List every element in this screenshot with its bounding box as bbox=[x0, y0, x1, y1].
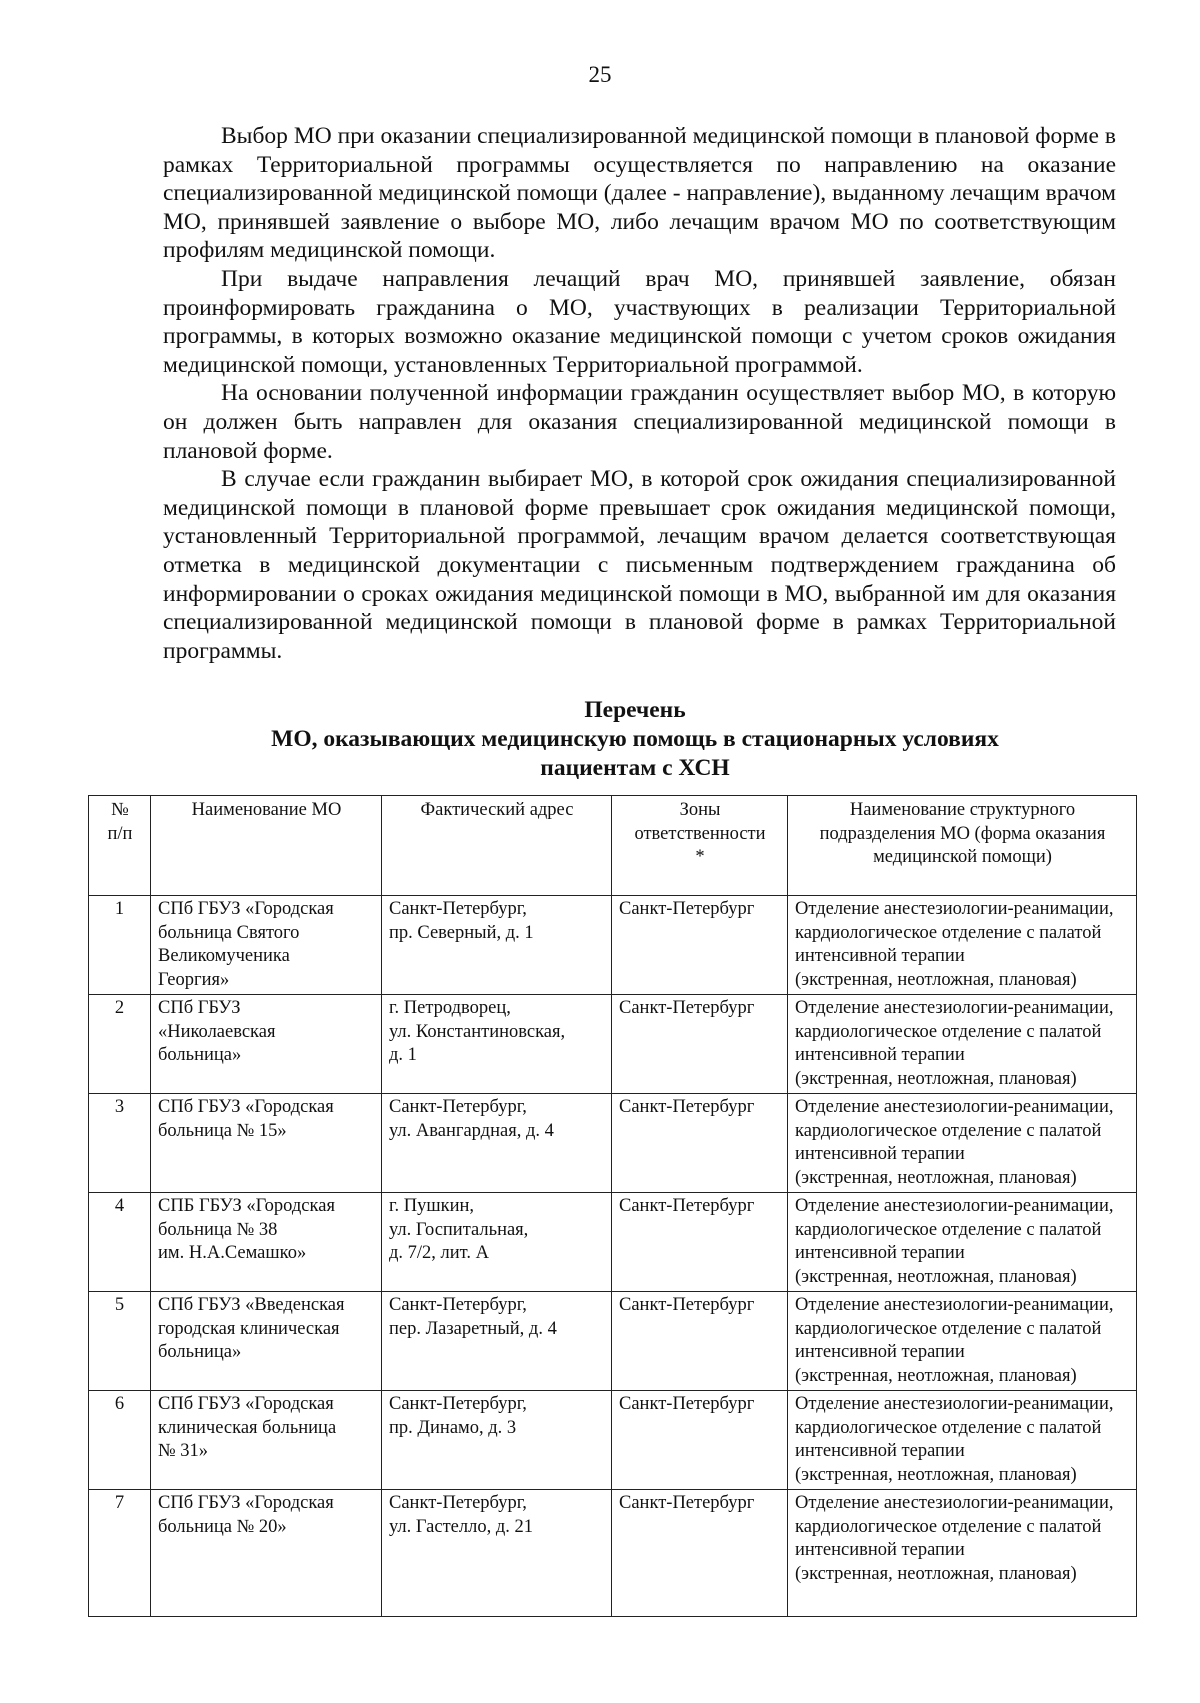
paragraph-3: На основании полученной информации гражданин осуществляет выбор МО, в которую он должен быть направлен для оказания специализированной медицинской помощи в плановой форме. bbox=[163, 380, 1116, 464]
paragraph-2: При выдаче направления лечащий врач МО, принявшей заявление, обязан проинформировать гражданина о МО, участвующих в реализации Территориальной программы, в которых возможно оказание медицинской помощи с учетом сроков ожидания медицинской помощи, установленных Территориальной программой. bbox=[163, 265, 1116, 378]
header-zone-line-1: Зоны bbox=[679, 800, 721, 820]
cell-dept-line: (экстренная, неотложная, плановая) bbox=[795, 1068, 1077, 1089]
cell-zone: Санкт-Петербург bbox=[612, 995, 788, 1094]
cell-name bbox=[151, 1193, 382, 1292]
cell-dept-line: Отделение анестезиологии-реанимации, bbox=[795, 899, 1114, 919]
cell-num: 4 bbox=[89, 1193, 151, 1292]
cell-address-line: д. 1 bbox=[389, 1045, 417, 1065]
cell-num: 1 bbox=[89, 896, 151, 995]
cell-name-line: Великомученика bbox=[158, 946, 290, 966]
cell-dept-line: интенсивной терапии bbox=[795, 1243, 965, 1263]
table-row bbox=[89, 1094, 1137, 1193]
cell-name bbox=[151, 995, 382, 1094]
cell-address-line: г. Пушкин, bbox=[389, 1196, 475, 1216]
header-dept-line-1: Наименование структурного bbox=[849, 800, 1076, 820]
header-dept-line-3: медицинской помощи) bbox=[873, 847, 1052, 867]
list-title bbox=[150, 696, 1120, 783]
header-name-text: Наименование МО bbox=[191, 800, 342, 820]
cell-name-line: клиническая больница bbox=[158, 1417, 337, 1438]
header-address-text: Фактический адрес bbox=[420, 800, 574, 820]
cell-dept-line: кардиологическое отделение с палатой bbox=[795, 922, 1102, 943]
cell-name-line: больница № 20» bbox=[158, 1516, 287, 1537]
table-row bbox=[89, 896, 1137, 995]
cell-dept-line: (экстренная, неотложная, плановая) bbox=[795, 1365, 1077, 1386]
cell-address bbox=[382, 896, 612, 995]
header-zone-line-2: ответственности bbox=[634, 823, 766, 844]
header-zone bbox=[612, 796, 788, 896]
cell-dept-line: кардиологическое отделение с палатой bbox=[795, 1219, 1102, 1240]
cell-name-line: СПб ГБУЗ «Введенская bbox=[158, 1295, 345, 1315]
cell-dept bbox=[788, 995, 1137, 1094]
cell-address bbox=[382, 1490, 612, 1617]
cell-dept bbox=[788, 896, 1137, 995]
header-dept bbox=[788, 796, 1137, 896]
cell-address-line: ул. Константиновская, bbox=[389, 1021, 566, 1042]
body-text bbox=[163, 122, 1116, 665]
header-address bbox=[382, 796, 612, 896]
header-zone-line-3: * bbox=[695, 847, 705, 867]
cell-dept-line: интенсивной терапии bbox=[795, 1540, 965, 1560]
cell-zone: Санкт-Петербург bbox=[612, 1094, 788, 1193]
cell-dept-line: (экстренная, неотложная, плановая) bbox=[795, 969, 1077, 990]
header-name bbox=[151, 796, 382, 896]
cell-name bbox=[151, 1094, 382, 1193]
cell-name-line: больница» bbox=[158, 1342, 242, 1362]
cell-dept-line: (экстренная, неотложная, плановая) bbox=[795, 1464, 1077, 1485]
paragraph-1: Выбор МО при оказании специализированной медицинской помощи в плановой форме в рамках Территориальной программы осуществляется по направлению на оказание специализированной медицинской помощи (далее - направление), выданному лечащим врачом МО, принявшей заявление о выборе МО, либо лечащим врачом МО по соответствующим профилям медицинской помощи. bbox=[163, 123, 1116, 264]
cell-address-line: пр. Динамо, д. 3 bbox=[389, 1417, 517, 1438]
cell-name-line: больница № 15» bbox=[158, 1120, 287, 1141]
page-number: 25 bbox=[588, 62, 612, 87]
cell-address bbox=[382, 1391, 612, 1490]
cell-name bbox=[151, 1490, 382, 1617]
cell-address-line: Санкт-Петербург, bbox=[389, 1295, 527, 1315]
cell-dept-line: Отделение анестезиологии-реанимации, bbox=[795, 998, 1114, 1018]
cell-dept-line: интенсивной терапии bbox=[795, 1045, 965, 1065]
cell-name-line: «Николаевская bbox=[158, 1021, 276, 1042]
cell-num: 7 bbox=[89, 1490, 151, 1617]
cell-num: 2 bbox=[89, 995, 151, 1094]
cell-dept-line: кардиологическое отделение с палатой bbox=[795, 1120, 1102, 1141]
cell-address-line: пер. Лазаретный, д. 4 bbox=[389, 1318, 557, 1339]
cell-address bbox=[382, 995, 612, 1094]
cell-name bbox=[151, 1292, 382, 1391]
cell-dept-line: (экстренная, неотложная, плановая) bbox=[795, 1167, 1077, 1188]
cell-address-line: пр. Северный, д. 1 bbox=[389, 922, 534, 943]
cell-name bbox=[151, 896, 382, 995]
cell-dept-line: (экстренная, неотложная, плановая) bbox=[795, 1266, 1077, 1287]
mo-table bbox=[88, 795, 1137, 1617]
cell-name-line: Георгия» bbox=[158, 969, 230, 990]
cell-zone: Санкт-Петербург bbox=[612, 1193, 788, 1292]
cell-name-line: СПб ГБУЗ «Городская bbox=[158, 1394, 334, 1414]
cell-num: 3 bbox=[89, 1094, 151, 1193]
header-dept-line-2: подразделения МО (форма оказания bbox=[819, 823, 1106, 844]
cell-address-line: д. 7/2, лит. А bbox=[389, 1243, 489, 1263]
cell-dept-line: кардиологическое отделение с палатой bbox=[795, 1021, 1102, 1042]
cell-zone: Санкт-Петербург bbox=[612, 1490, 788, 1617]
table-row bbox=[89, 1490, 1137, 1617]
cell-name-line: СПБ ГБУЗ «Городская bbox=[158, 1196, 335, 1216]
cell-dept-line: кардиологическое отделение с палатой bbox=[795, 1417, 1102, 1438]
cell-num: 6 bbox=[89, 1391, 151, 1490]
cell-name-line: № 31» bbox=[158, 1441, 209, 1461]
cell-address-line: Санкт-Петербург, bbox=[389, 899, 527, 919]
cell-dept bbox=[788, 1292, 1137, 1391]
cell-address bbox=[382, 1292, 612, 1391]
cell-address-line: ул. Авангардная, д. 4 bbox=[389, 1120, 554, 1141]
paragraph-4: В случае если гражданин выбирает МО, в которой срок ожидания специализированной медицинской помощи в плановой форме превышает срок ожидания медицинской помощи, установленный Территориальной программой, лечащим врачом делается соответствующая отметка в медицинской документации с письменным подтверждением гражданина об информировании о сроках ожидания медицинской помощи в МО, выбранной им для оказания специализированной медицинской помощи в плановой форме в рамках Территориальной программы. bbox=[163, 466, 1116, 664]
cell-dept-line: интенсивной терапии bbox=[795, 946, 965, 966]
cell-dept-line: интенсивной терапии bbox=[795, 1342, 965, 1362]
cell-address-line: Санкт-Петербург, bbox=[389, 1097, 527, 1117]
cell-address bbox=[382, 1193, 612, 1292]
cell-dept-line: интенсивной терапии bbox=[795, 1144, 965, 1164]
cell-name-line: СПб ГБУЗ «Городская bbox=[158, 1493, 334, 1513]
cell-dept-line: Отделение анестезиологии-реанимации, bbox=[795, 1196, 1114, 1216]
cell-name-line: им. Н.А.Семашко» bbox=[158, 1243, 307, 1263]
cell-zone: Санкт-Петербург bbox=[612, 1292, 788, 1391]
table-header-row bbox=[89, 796, 1137, 896]
cell-dept bbox=[788, 1391, 1137, 1490]
cell-dept-line: кардиологическое отделение с палатой bbox=[795, 1318, 1102, 1339]
cell-address-line: ул. Гастелло, д. 21 bbox=[389, 1516, 533, 1537]
list-title-line-1: Перечень bbox=[584, 697, 686, 723]
header-num bbox=[89, 796, 151, 896]
cell-address-line: Санкт-Петербург, bbox=[389, 1394, 527, 1414]
cell-dept-line: (экстренная, неотложная, плановая) bbox=[795, 1563, 1077, 1584]
cell-dept-line: Отделение анестезиологии-реанимации, bbox=[795, 1394, 1114, 1414]
table-row bbox=[89, 1391, 1137, 1490]
cell-dept-line: Отделение анестезиологии-реанимации, bbox=[795, 1493, 1114, 1513]
cell-dept-line: кардиологическое отделение с палатой bbox=[795, 1516, 1102, 1537]
cell-name-line: больница № 38 bbox=[158, 1219, 278, 1240]
cell-name-line: СПб ГБУЗ bbox=[158, 998, 241, 1018]
cell-address-line: г. Петродворец, bbox=[389, 998, 511, 1018]
cell-name-line: городская клиническая bbox=[158, 1318, 340, 1339]
table-row bbox=[89, 1292, 1137, 1391]
table-row bbox=[89, 995, 1137, 1094]
cell-dept-line: Отделение анестезиологии-реанимации, bbox=[795, 1097, 1114, 1117]
cell-address-line: ул. Госпитальная, bbox=[389, 1219, 529, 1240]
cell-name-line: больница Святого bbox=[158, 922, 300, 943]
cell-dept-line: Отделение анестезиологии-реанимации, bbox=[795, 1295, 1114, 1315]
table-row bbox=[89, 1193, 1137, 1292]
cell-name-line: больница» bbox=[158, 1045, 242, 1065]
cell-name-line: СПб ГБУЗ «Городская bbox=[158, 899, 334, 919]
cell-zone: Санкт-Петербург bbox=[612, 896, 788, 995]
cell-name-line: СПб ГБУЗ «Городская bbox=[158, 1097, 334, 1117]
cell-dept bbox=[788, 1193, 1137, 1292]
cell-zone: Санкт-Петербург bbox=[612, 1391, 788, 1490]
header-num-line-1: № bbox=[111, 800, 129, 820]
cell-dept bbox=[788, 1094, 1137, 1193]
cell-address bbox=[382, 1094, 612, 1193]
header-num-line-2: п/п bbox=[107, 823, 133, 844]
cell-name bbox=[151, 1391, 382, 1490]
cell-dept bbox=[788, 1490, 1137, 1617]
list-title-line-3: пациентам с ХСН bbox=[540, 755, 730, 781]
cell-dept-line: интенсивной терапии bbox=[795, 1441, 965, 1461]
cell-address-line: Санкт-Петербург, bbox=[389, 1493, 527, 1513]
cell-num: 5 bbox=[89, 1292, 151, 1391]
list-title-line-2: МО, оказывающих медицинскую помощь в стационарных условиях bbox=[271, 726, 999, 752]
